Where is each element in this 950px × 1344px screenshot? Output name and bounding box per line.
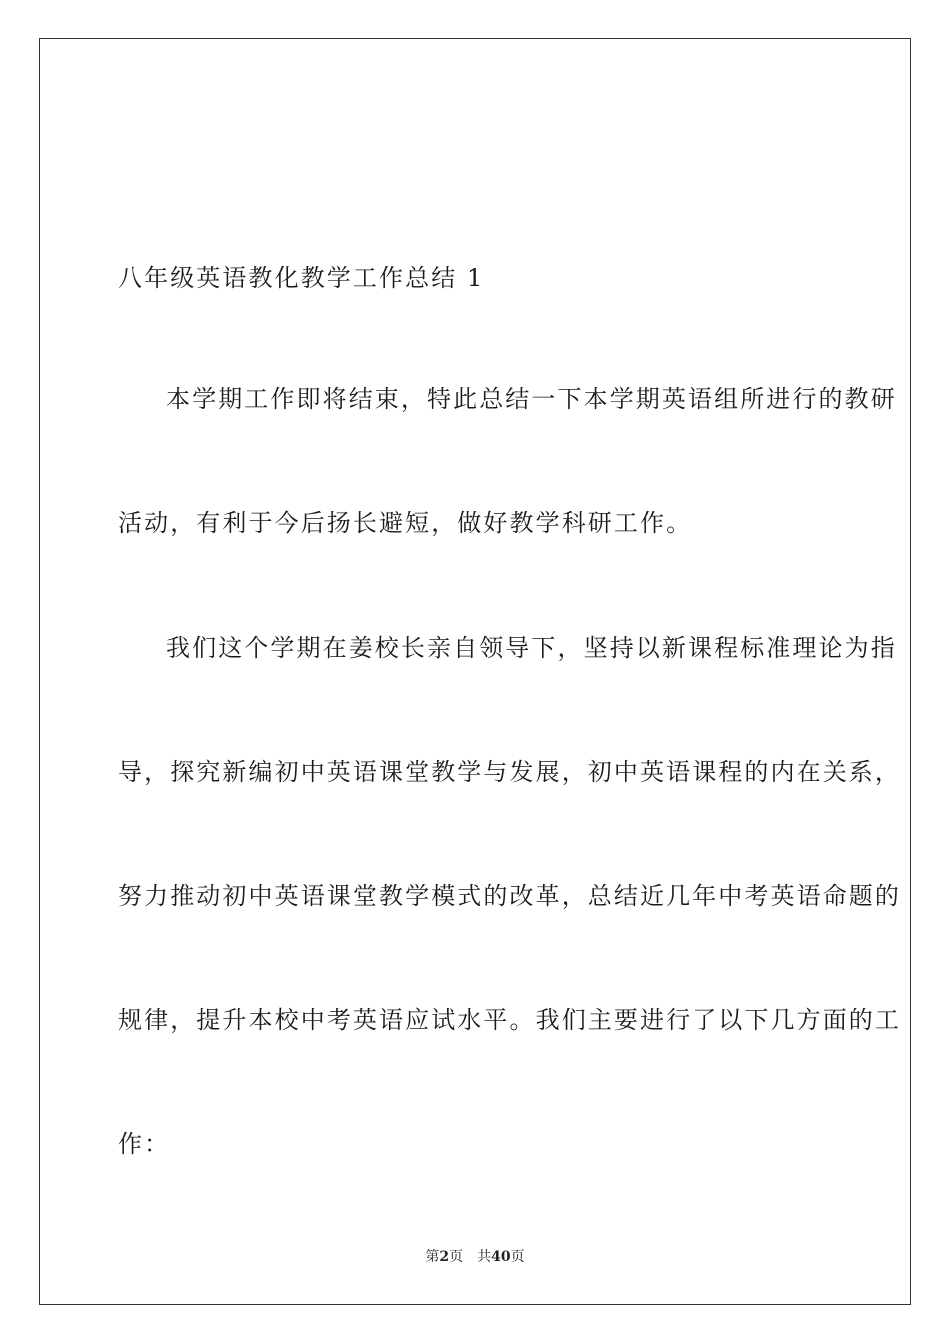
paragraph-2-line-5: 作： bbox=[118, 1130, 171, 1158]
paragraph-1-line-2: 活动，有利于今后扬长避短，做好教学科研工作。 bbox=[118, 509, 693, 537]
footer-total-prefix: 共 bbox=[477, 1249, 492, 1265]
page-border bbox=[39, 38, 911, 1305]
footer-total-suffix: 页 bbox=[510, 1249, 525, 1265]
paragraph-2-line-4: 规律，提升本校中考英语应试水平。我们主要进行了以下几方面的工 bbox=[118, 1006, 901, 1034]
paragraph-2-line-3: 努力推动初中英语课堂教学模式的改革，总结近几年中考英语命题的 bbox=[118, 882, 901, 910]
footer-page-suffix: 页 bbox=[449, 1249, 464, 1265]
footer-page-prefix: 第 bbox=[425, 1249, 440, 1265]
document-title: 八年级英语教化教学工作总结 1 bbox=[118, 264, 485, 292]
footer-total-pages: 40 bbox=[491, 1249, 511, 1265]
paragraph-2-line-2: 导，探究新编初中英语课堂教学与发展，初中英语课程的内在关系， bbox=[118, 758, 901, 786]
paragraph-1-line-1: 本学期工作即将结束，特此总结一下本学期英语组所进行的教研 bbox=[166, 385, 897, 413]
page-footer bbox=[0, 1248, 950, 1266]
paragraph-2-line-1: 我们这个学期在姜校长亲自领导下，坚持以新课程标准理论为指 bbox=[166, 634, 897, 662]
footer-page-number: 2 bbox=[439, 1249, 450, 1265]
